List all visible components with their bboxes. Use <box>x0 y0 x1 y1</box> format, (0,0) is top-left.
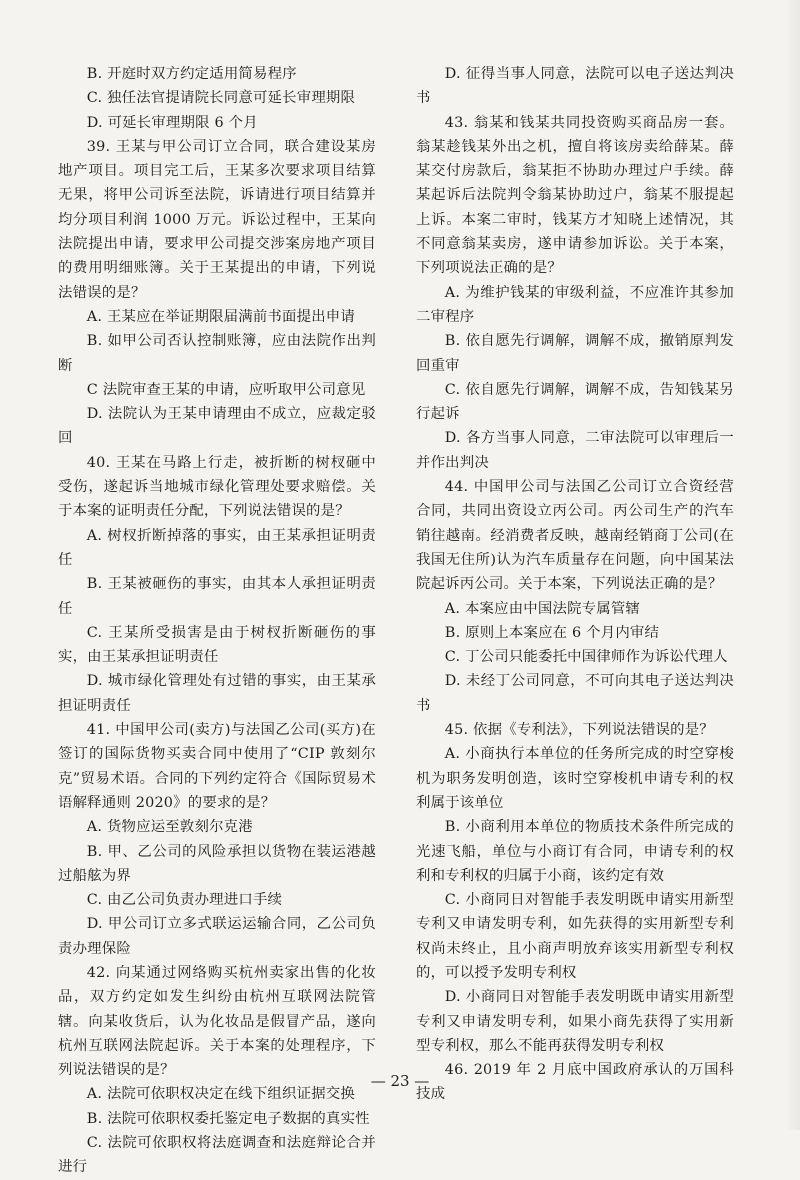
question-stem: 41. 中国甲公司(卖方)与法国乙公司(买方)在签订的国际货物买卖合同中使用了“CIP 敦刻尔克”贸易术语。合同的下列约定符合《国际贸易术语解释通则 2020》的要求的是？ <box>58 722 376 811</box>
answer-option: A. 为维护钱某的审级利益，不应准许其参加二审程序 <box>416 284 734 325</box>
left-column <box>58 62 376 1180</box>
answer-option: B. 小商利用本单位的物质技术条件所完成的光速飞船，单位与小商订有合同，申请专利的权利和专利权的归属于小商，该约定有效 <box>416 819 734 884</box>
question-stem: 42. 向某通过网络购买杭州卖家出售的化妆品，双方约定如发生纠纷由杭州互联网法院管辖。向某收货后，认为化妆品是假冒产品，遂向杭州互联网法院起诉。关于本案的处理程序，下列说法错误的是？ <box>58 964 376 1079</box>
answer-option: C. 由乙公司负责办理进口手续 <box>86 892 283 909</box>
answer-option: D. 甲公司订立多式联运运输合同，乙公司负责办理保险 <box>58 916 376 957</box>
answer-option: C. 依自愿先行调解，调解不成，告知钱某另行起诉 <box>416 381 734 423</box>
answer-option: C. 法院可依职权将法庭调查和法庭辩论合并进行 <box>58 1135 376 1176</box>
answer-option: A. 本案应由中国法院专属管辖 <box>444 600 641 617</box>
answer-option: B. 王某被砸伤的事实，由其本人承担证明责任 <box>58 576 376 617</box>
answer-option: C 法院审查王某的申请，应听取甲公司意见 <box>86 381 366 398</box>
answer-option: A. 货物应运至敦刻尔克港 <box>86 819 253 836</box>
answer-option: D. 征得当事人同意，法院可以电子送达判决书 <box>416 66 734 107</box>
answer-option: C. 小商同日对智能手表发明既申请实用新型专利又申请发明专利，如先获得的实用新型专利权尚未终止，且小商声明放弃该实用新型专利权的，可以授予发明专利权 <box>416 892 734 981</box>
question-stem: 44. 中国甲公司与法国乙公司订立合资经营合同，共同出资设立丙公司。丙公司生产的汽车销往越南。经消费者反映，越南经销商丁公司(在我国无住所)认为汽车质量存在问题，向中国某法院起诉丙公司。关于本案，下列说法正确的是？ <box>416 479 734 593</box>
answer-option: A. 法院可依职权决定在线下组织证据交换 <box>86 1086 355 1103</box>
question-stem: 39. 王某与甲公司订立合同，联合建设某房地产项目。项目完工后，王某多次要求项目结算无果，将甲公司诉至法院，诉请进行项目结算并均分项目利润 1000 万元。诉讼过程中，王某向法院提出申请，要求甲公司提交涉案房地产项目的费用明细账簿。关于王某提出的申请，下列说法错误的是？ <box>58 138 376 301</box>
question-stem: 40. 王某在马路上行走，被折断的树杈砸中受伤，遂起诉当地城市绿化管理处要求赔偿。关于本案的证明责任分配，下列说法错误的是？ <box>58 454 376 520</box>
answer-option: B. 法院可依职权委托鉴定电子数据的真实性 <box>86 1110 370 1127</box>
answer-option: B. 原则上本案应在 6 个月内审结 <box>444 624 660 641</box>
answer-option: C. 王某所受损害是由于树杈折断砸伤的事实，由王某承担证明责任 <box>58 624 376 666</box>
answer-option: B. 甲、乙公司的风险承担以货物在装运港越过船舷为界 <box>58 843 376 884</box>
answer-option: D. 法院认为王某申请理由不成立，应裁定驳回 <box>58 406 376 447</box>
answer-option: D. 城市绿化管理处有过错的事实，由王某承担证明责任 <box>58 673 376 714</box>
answer-option: A. 王某应在举证期限届满前书面提出申请 <box>86 308 355 325</box>
question-stem: 45. 依据《专利法》，下列说法错误的是？ <box>444 722 714 739</box>
scan-edge-shadow <box>786 0 800 1130</box>
page-number: — 23 — <box>370 1072 430 1090</box>
question-stem: 46. 2019 年 2 月底中国政府承认的万国科技成 <box>416 1062 734 1103</box>
answer-option: A. 小商执行本单位的任务所完成的时空穿梭机为职务发明创造，该时空穿梭机申请专利的权利属于该单位 <box>416 746 734 811</box>
answer-option: B. 如甲公司否认控制账簿，应由法院作出判断 <box>58 333 376 374</box>
answer-option: A. 树杈折断掉落的事实，由王某承担证明责任 <box>58 527 376 568</box>
answer-option: B. 开庭时双方约定适用简易程序 <box>86 66 297 82</box>
answer-option: C. 丁公司只能委托中国律师作为诉讼代理人 <box>444 649 728 666</box>
answer-option: D. 小商同日对智能手表发明既申请实用新型专利又申请发明专利，如果小商先获得了实用新型专利权，那么不能再获得发明专利权 <box>416 989 734 1054</box>
answer-option: B. 依自愿先行调解，调解不成，撤销原判发回重审 <box>416 333 734 374</box>
answer-option: D. 各方当事人同意，二审法院可以审理后一并作出判决 <box>416 430 734 471</box>
answer-option: C. 独任法官提请院长同意可延长审理期限 <box>86 90 356 107</box>
answer-option: D. 可延长审理期限 6 个月 <box>86 114 258 131</box>
answer-option: D. 未经丁公司同意，不可向其电子送达判决书 <box>416 673 734 714</box>
right-column <box>416 62 734 1107</box>
question-stem: 43. 翁某和钱某共同投资购买商品房一套。翁某趁钱某外出之机，擅自将该房卖给薛某。薛某交付房款后，翁某拒不协助办理过户手续。薛某起诉后法院判令翁某协助过户，翁某不服提起上诉。本案二审时，钱某方才知晓上述情况，其不同意翁某卖房，遂申请参加诉讼。关于本案，下列项说法正确的是？ <box>416 114 734 277</box>
